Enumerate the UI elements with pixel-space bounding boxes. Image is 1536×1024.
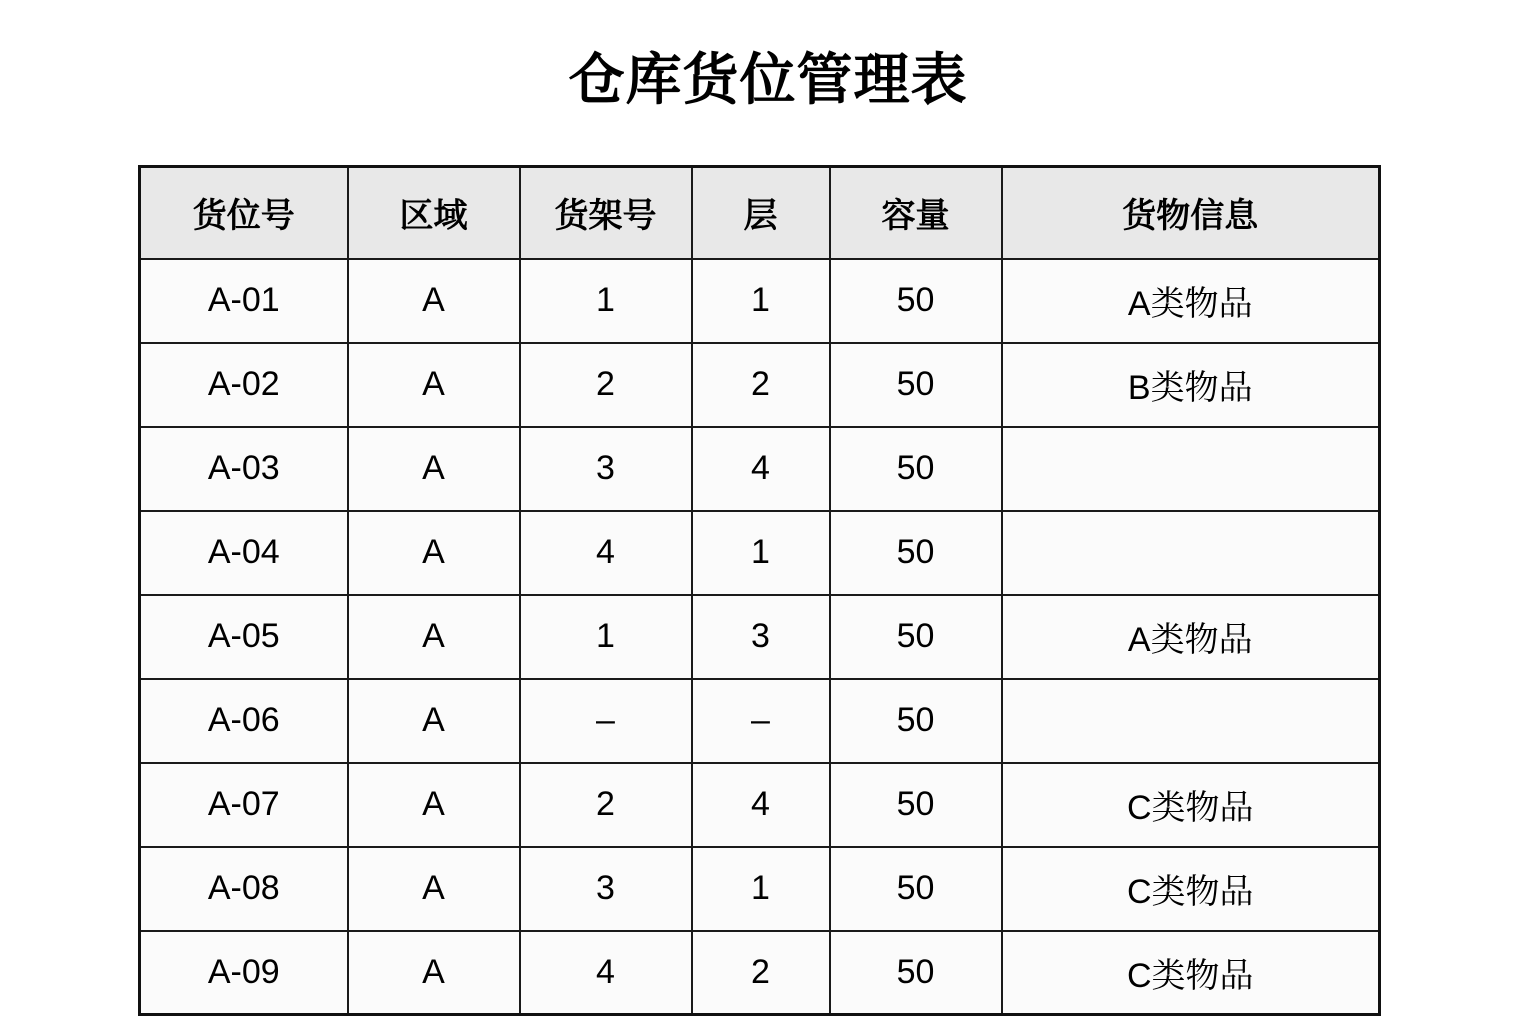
cell-goods-info: C类物品 — [1002, 763, 1380, 847]
cell-level: 3 — [692, 595, 830, 679]
cell-rack-no: 1 — [520, 259, 692, 343]
cell-rack-no: 4 — [520, 511, 692, 595]
cell-location-id: A-01 — [140, 259, 348, 343]
cell-location-id: A-06 — [140, 679, 348, 763]
table-header — [140, 167, 1380, 259]
cell-level: 2 — [692, 931, 830, 1015]
table-row — [140, 763, 1380, 847]
table-row — [140, 343, 1380, 427]
column-header-level: 层 — [692, 167, 830, 259]
cell-location-id: A-02 — [140, 343, 348, 427]
cell-zone: A — [348, 931, 520, 1015]
table-container — [0, 165, 1536, 1016]
cell-rack-no: 4 — [520, 931, 692, 1015]
cell-level: 4 — [692, 427, 830, 511]
cell-capacity: 50 — [830, 343, 1002, 427]
cell-location-id: A-08 — [140, 847, 348, 931]
table-body — [140, 259, 1380, 1015]
table-row — [140, 679, 1380, 763]
cell-goods-info: A类物品 — [1002, 595, 1380, 679]
cell-location-id: A-09 — [140, 931, 348, 1015]
cell-level: 1 — [692, 259, 830, 343]
cell-rack-no: 1 — [520, 595, 692, 679]
cell-capacity: 50 — [830, 847, 1002, 931]
cell-rack-no: 2 — [520, 343, 692, 427]
cell-zone: A — [348, 679, 520, 763]
cell-zone: A — [348, 427, 520, 511]
column-header-zone: 区域 — [348, 167, 520, 259]
cell-level: 1 — [692, 847, 830, 931]
cell-goods-info — [1002, 679, 1380, 763]
cell-capacity: 50 — [830, 679, 1002, 763]
table-row — [140, 847, 1380, 931]
cell-capacity: 50 — [830, 511, 1002, 595]
column-header-capacity: 容量 — [830, 167, 1002, 259]
cell-location-id: A-07 — [140, 763, 348, 847]
table-row — [140, 511, 1380, 595]
cell-goods-info: C类物品 — [1002, 931, 1380, 1015]
warehouse-location-table — [138, 165, 1381, 1016]
cell-capacity: 50 — [830, 931, 1002, 1015]
cell-goods-info: A类物品 — [1002, 259, 1380, 343]
cell-zone: A — [348, 847, 520, 931]
column-header-goods-info: 货物信息 — [1002, 167, 1380, 259]
table-row — [140, 427, 1380, 511]
cell-capacity: 50 — [830, 595, 1002, 679]
cell-zone: A — [348, 343, 520, 427]
cell-rack-no: – — [520, 679, 692, 763]
cell-rack-no: 2 — [520, 763, 692, 847]
table-row — [140, 931, 1380, 1015]
cell-level: – — [692, 679, 830, 763]
cell-level: 4 — [692, 763, 830, 847]
cell-zone: A — [348, 763, 520, 847]
table-row — [140, 259, 1380, 343]
cell-capacity: 50 — [830, 259, 1002, 343]
table-row — [140, 595, 1380, 679]
cell-location-id: A-05 — [140, 595, 348, 679]
cell-location-id: A-04 — [140, 511, 348, 595]
column-header-location-id: 货位号 — [140, 167, 348, 259]
cell-rack-no: 3 — [520, 847, 692, 931]
cell-capacity: 50 — [830, 763, 1002, 847]
cell-zone: A — [348, 511, 520, 595]
cell-goods-info — [1002, 427, 1380, 511]
column-header-rack-no: 货架号 — [520, 167, 692, 259]
cell-zone: A — [348, 259, 520, 343]
cell-rack-no: 3 — [520, 427, 692, 511]
page-title: 仓库货位管理表 — [568, 48, 968, 111]
cell-goods-info: C类物品 — [1002, 847, 1380, 931]
table-header-row — [140, 167, 1380, 259]
cell-zone: A — [348, 595, 520, 679]
cell-goods-info: B类物品 — [1002, 343, 1380, 427]
cell-goods-info — [1002, 511, 1380, 595]
cell-level: 1 — [692, 511, 830, 595]
cell-level: 2 — [692, 343, 830, 427]
cell-location-id: A-03 — [140, 427, 348, 511]
cell-capacity: 50 — [830, 427, 1002, 511]
